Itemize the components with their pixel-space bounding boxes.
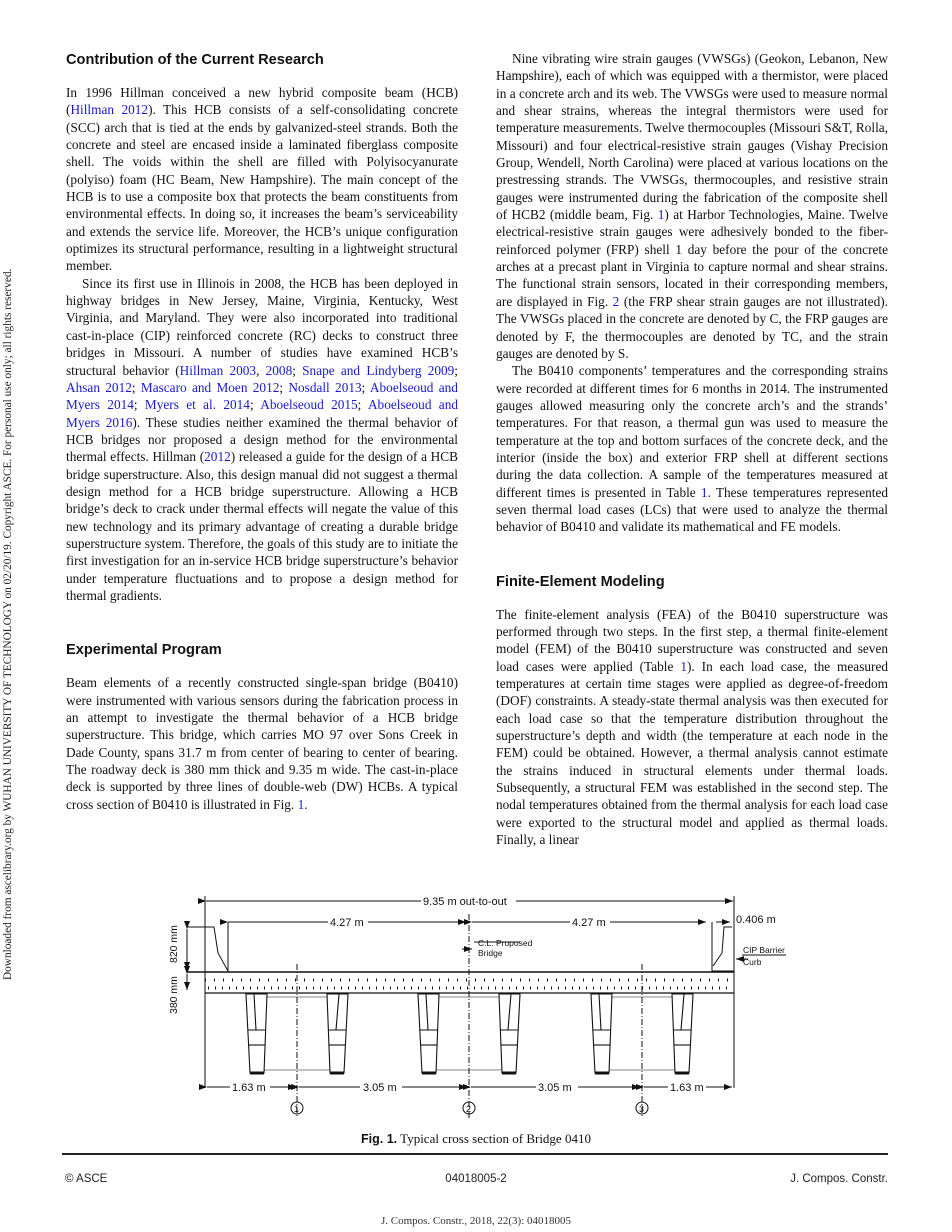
footer-divider [62, 1153, 888, 1155]
spacing-label-1: 1.63 m [232, 1082, 266, 1094]
section-heading-contribution: Contribution of the Current Research [66, 52, 324, 68]
section-heading-fem: Finite-Element Modeling [496, 573, 665, 590]
right-column [496, 50, 888, 848]
paragraph-instrumentation [496, 50, 888, 362]
barrier-height-label: 820 mm [168, 925, 180, 963]
text: Nine vibrating wire strain gauges (VWSGs) (Geokon, Lebanon, New Hampshire), each of which was equipped with a thermistor, were placed in a concrete arch and its web. The VWSGs were used to measure normal and shear strains, whereas the integral thermistors were used for temperature measurements. Twelve thermocouples (Missouri S&T, Rolla, Missouri) and four electrical-resistive strain gauges (Vishay Precision Group, Wendell, North Carolina) were placed at various locations on the prestressing strands. The VWSGs, thermocouples, and resistive strain gauges were instrumented during the fabrication of the composite shell of HCB2 (middle beam, Fig. [496, 51, 888, 223]
left-column [66, 50, 458, 813]
spacing-label-2: 3.05 m [363, 1082, 397, 1094]
text: The B0410 components’ temperatures and the corresponding strains were recorded at different times for 6 months in 2014. The instrumented gauges allowed measuring only the concrete arch’s and the strands’ temperatures. For that reason, a thermal gun was used to measure the temperature at the top and bottom surfaces of the concrete deck, and the interior (inside the box) and exterior FRP shell at different sections during the data collection. A sample of the temperatures measured at different times is presented in Table [496, 363, 888, 500]
citation-link[interactable]: Nosdall 2013 [288, 379, 362, 395]
figure-cross-section [160, 892, 800, 1122]
text: In 1996 Hillman conceived a new hybrid composite beam (HCB) ( [66, 85, 458, 118]
paragraph-contribution-2: Since its first use in Illinois in 2008, the HCB has been deployed in highway bridges in New Jersey, Maine, Virginia, Kentucky, West Virginia, and Maryland. They were also incorporated into traditional cast-in-place (CIP) reinforced concrete (RC) decks to construct three bridges in Missouri. A number of studies have examined HCB’s structural behavior (Hillman 2003, 2008; Snape and Lindyberg 2009; Ahsan 2012; Mascaro and Moen 2012; Nosdall 2013; Aboelseoud and Myers 2014; Myers et al. 2014; Aboelseoud 2015; Aboelseoud and Myers 2016). These studies neither examined the thermal behavior of HCB bridges nor proposed a design method for the environmental thermal effects. Hillman (2012) released a guide for the design of a HCB bridge superstructure. Also, this design manual did not suggest a thermal design method for a HCB bridge superstructure. Allowing a HCB bridge’s deck to crack under thermal effects will negate the value of this new technology and its primary advantage of creating a durable bridge superstructure system. Therefore, the goals of this study are to initiate the first investigation for an in-service HCB bridge superstructure’s behavior under temperature fluctuations and to propose a design method for thermal gradients. [66, 275, 458, 603]
paragraph-fem-1 [496, 606, 888, 849]
paragraph-experimental-1 [66, 674, 458, 813]
centerline-label: C.L. Proposed [478, 938, 533, 948]
text: . These temperatures represented seven thermal load cases (LCs) that were used to analyze the thermal behavior of B0410 and validate its mathematical and FE models. [496, 484, 889, 535]
text: ) at Harbor Technologies, Maine. Twelve electrical-resistive strain gauges were adhesively bonded to the fiber-reinforced polymer (FRP) shell 1 day before the pour of the concrete arches at a precast plant in Virginia to capture normal and shear strains. The functional strain sensors, located in their corresponding members, are displayed in Fig. [496, 207, 888, 309]
figure-link[interactable]: 2 [612, 293, 620, 309]
citation-link[interactable]: Aboelseoud and Myers 2016 [66, 397, 458, 430]
bridge-cross-section-drawing [160, 892, 800, 1122]
barrier-width-label: 0.406 m [736, 914, 776, 926]
text: ). This HCB consists of a self-consolidating concrete (SCC) arch that is tied at the ends by galvanized-steel strands. Both the concrete and steel are encased inside a laminated fiberglass composite shell. The voids within the shell are filled with Polyisocyanurate (polyiso) foam (HC Beam, New Hampshire). The main concept of the HCB is to use a composite box that protects the beam constituents from environmental effects. In doing so, it increases the beam’s serviceability and extends the service life. Moreover, the HCB’s unique configuration optimizes its structural performance, resulting in a lightweight structural member. [66, 102, 459, 274]
centerline-label-2: Bridge [478, 948, 503, 958]
beam-marker-2: 2 [466, 1104, 472, 1114]
table-link[interactable]: 1 [700, 484, 708, 500]
citation-link[interactable]: Hillman 2003 [179, 362, 257, 378]
beam-marker-1: 1 [294, 1104, 300, 1114]
citation-link[interactable]: Ahsan 2012 [66, 379, 132, 395]
citation-link[interactable]: Hillman 2012 [70, 102, 149, 118]
paragraph-temperatures [496, 362, 888, 535]
download-watermark [2, 268, 22, 980]
half-width-left-label: 4.27 m [330, 917, 364, 929]
barrier-curb-label: CIP Barrier [743, 945, 785, 955]
figure-link[interactable]: 1 [297, 796, 305, 812]
text: (the FRP shear strain gauges are not illustrated). The VWSGs placed in the concrete are denoted by C, the FRP gauges are denoted by F, the thermocouples are denoted by TC, and the strain gauges are denoted by S. [496, 293, 888, 361]
footer-page-id: 04018005-2 [445, 1173, 507, 1185]
spacing-label-4: 1.63 m [670, 1082, 704, 1094]
text: ). These studies neither examined the thermal behavior of HCB bridges nor proposed a design method for the environmental thermal effects. Hillman ( [66, 414, 458, 465]
figure-caption-label: Fig. 1. [361, 1132, 398, 1146]
paragraph-contribution-1 [66, 84, 458, 275]
citation-link[interactable]: Myers et al. 2014 [144, 397, 250, 413]
section-heading-experimental: Experimental Program [66, 642, 222, 659]
footer-journal: J. Compos. Constr. [790, 1173, 888, 1185]
text: . [304, 796, 308, 812]
text: The finite-element analysis (FEA) of the B0410 superstructure was performed through two steps. In the first step, a thermal finite-element model (FEM) of the B0410 superstructure was constructed and seven load cases were applied (Table [496, 606, 888, 674]
beam-marker-3: 3 [639, 1104, 645, 1114]
citation-link[interactable]: 2012 [204, 449, 231, 465]
text: ) released a guide for the design of a HCB bridge superstructure. Also, this design manual did not suggest a thermal design method for a HCB bridge superstructure. Allowing a HCB bridge’s deck to crack under thermal effects will negate the value of this new technology and its primary advantage of creating a durable bridge superstructure system. Therefore, the goals of this study are to initiate the first investigation for an in-service HCB bridge superstructure’s behavior under temperature fluctuations and to propose a design method for thermal gradients. [66, 449, 458, 603]
journal-citation: J. Compos. Constr., 2018, 22(3): 04018005 [380, 1215, 572, 1227]
text: Beam elements of a recently constructed single-span bridge (B0410) were instrumented with various sensors during the fabrication process in an attempt to investigate the thermal behavior of a HCB bridge superstructure. This bridge, which carries MO 97 over Sons Creek in Dade County, spans 31.7 m from center of bearing to center of bearing. The roadway deck is 380 mm thick and 9.35 m wide. The cast-in-place deck is supported by three lines of double-web (DW) HCBs. A typical cross section of B0410 is illustrated in Fig. [66, 675, 458, 812]
spacing-label-3: 3.05 m [538, 1082, 572, 1094]
text: Since its first use in Illinois in 2008, the HCB has been deployed in highway bridges in New Jersey, Maine, Virginia, Kentucky, West Virginia, and Maryland. They were also incorporated into traditional cast-in-place (CIP) reinforced concrete (RC) decks to construct three bridges in Missouri. A number of studies have examined HCB’s structural behavior ( [66, 275, 458, 378]
overall-width-label: 9.35 m out-to-out [423, 896, 507, 908]
barrier-curb-label-2: Curb [743, 957, 762, 967]
figure-link[interactable]: 1 [657, 207, 665, 223]
citation-link[interactable]: Snape and Lindyberg 2009 [302, 362, 455, 378]
download-watermark-text: Downloaded from ascelibrary.org by WUHAN UNIVERSITY OF TECHNOLOGY on 02/20/19. Copyright ASCE. For personal use only; all rights reserved. [2, 268, 14, 980]
footer-copyright: © ASCE [65, 1173, 108, 1185]
citation-link[interactable]: 2008 [265, 362, 293, 378]
citation-link[interactable]: Mascaro and Moen 2012 [140, 379, 280, 395]
figure-caption [0, 1131, 952, 1147]
table-link[interactable]: 1 [680, 658, 687, 674]
citation-link[interactable]: Aboelseoud 2015 [260, 397, 358, 413]
citation-link[interactable]: Aboelseoud and Myers 2014 [66, 379, 458, 413]
text: ). In each load case, the measured temperatures at certain time stages were applied as degree-of-freedom (DOF) constraints. A steady-state thermal analysis was then executed for each load case so that the temperature distribution throughout the superstructure’s depth and width (the temperature at each node in the FEM) could be obtained. However, a thermal analysis cannot estimate the strains induced in structural elements under thermal loads. Subsequently, a structural FEM was established in the second step. The nodal temperatures obtained from the thermal analysis for each load case were exported to the structural model and applied as thermal loads. Finally, a linear [496, 658, 888, 848]
deck-thickness-label: 380 mm [168, 976, 180, 1014]
figure-caption-text: Typical cross section of Bridge 0410 [397, 1131, 591, 1146]
half-width-right-label: 4.27 m [572, 917, 606, 929]
